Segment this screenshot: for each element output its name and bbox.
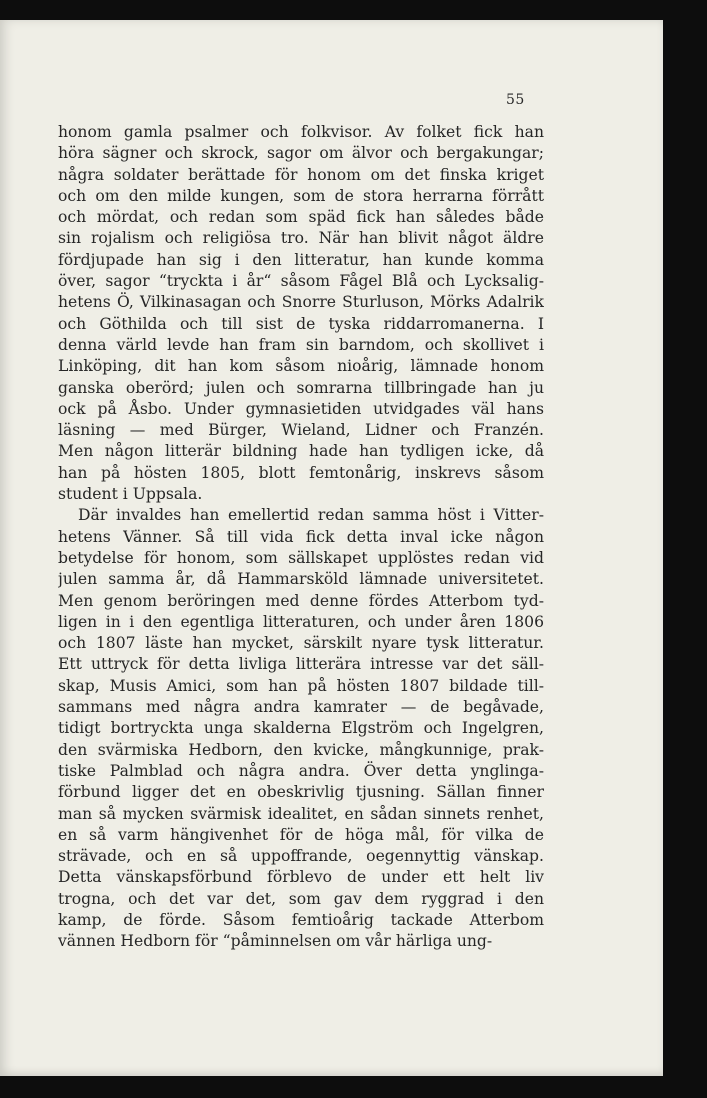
text-line: och 1807 läste han mycket, särskilt nyare tysk litteratur.	[58, 634, 544, 653]
text-line: ganska oberörd; julen och somrarna tillbringade han ju	[58, 378, 544, 397]
text-line: och mördat, och redan som späd fick han således både	[58, 208, 544, 227]
text-line: Men genom beröringen med denne fördes Atterbom tyd-	[58, 591, 544, 610]
text-line: och Göthilda och till sist de tyska riddarromanerna. I	[58, 314, 544, 333]
text-line: Detta vänskapsförbund förblevo de under ett helt liv	[58, 868, 544, 887]
text-line: fördjupade han sig i den litteratur, han kunde komma	[58, 250, 544, 269]
text-line: student i Uppsala.	[58, 485, 203, 504]
text-line: Där invaldes han emellertid redan samma höst i Vitter-	[78, 506, 544, 525]
text-line: några soldater berättade för honom om det finska kriget	[58, 165, 544, 184]
text-line: över, sagor “tryckta i år“ såsom Fågel Blå och Lycksalig-	[58, 272, 544, 291]
text-line: sammans med några andra kamrater — de begåvade,	[58, 698, 544, 717]
text-line: julen samma år, då Hammarsköld lämnade universitetet.	[58, 570, 544, 589]
text-line: Linköping, dit han kom såsom nioårig, lämnade honom	[58, 357, 544, 376]
book-page	[0, 20, 663, 1076]
text-line: han på hösten 1805, blott femtonårig, inskrevs såsom	[58, 463, 544, 482]
text-line: ock på Åsbo. Under gymnasietiden utvidgades väl hans	[58, 399, 544, 418]
text-line: honom gamla psalmer och folkvisor. Av folket fick han	[58, 123, 544, 141]
text-line: vännen Hedborn för “påminnelsen om vår härliga ung-	[58, 932, 493, 951]
text-line: och om den milde kungen, som de stora herrarna förrått	[58, 186, 544, 205]
page-number: 55	[506, 92, 525, 108]
text-line: Men någon litterär bildning hade han tydligen icke, då	[58, 442, 544, 461]
text-line: trogna, och det var det, som gav dem ryggrad i den	[58, 889, 544, 908]
text-line: tiske Palmblad och några andra. Över detta ynglinga-	[58, 761, 544, 780]
text-line: läsning — med Bürger, Wieland, Lidner och Franzén.	[58, 421, 544, 440]
text-line: tidigt bortryckta unga skalderna Elgström och Ingelgren,	[58, 719, 544, 738]
text-line: sin rojalism och religiösa tro. När han blivit något äldre	[58, 229, 544, 248]
text-line: strävade, och en så uppoffrande, oegennyttig vänskap.	[58, 847, 544, 866]
text-line: betydelse för honom, som sällskapet upplöstes redan vid	[58, 548, 544, 567]
text-line: Ett uttryck för detta livliga litterära intresse var det säll-	[58, 655, 544, 674]
text-line: man så mycken svärmisk idealitet, en sådan sinnets renhet,	[58, 804, 544, 823]
text-line: kamp, de förde. Såsom femtioårig tackade Atterbom	[58, 910, 544, 929]
text-line: höra sägner och skrock, sagor om älvor och bergakungar;	[58, 144, 544, 163]
text-line: förbund ligger det en obeskrivlig tjusning. Sällan finner	[58, 783, 544, 802]
text-line: hetens Vänner. Så till vida fick detta inval icke någon	[58, 527, 544, 546]
text-line: hetens Ö, Vilkinasagan och Snorre Sturluson, Mörks Adalrik	[58, 293, 544, 312]
text-line: en så varm hängivenhet för de höga mål, för vilka de	[58, 825, 544, 844]
text-line: den svärmiska Hedborn, den kvicke, mångkunnige, prak-	[58, 740, 544, 759]
text-line: ligen in i den egentliga litteraturen, och under åren 1806	[58, 612, 544, 631]
text-line: denna värld levde han fram sin barndom, och skollivet i	[58, 335, 544, 354]
text-line: skap, Musis Amici, som han på hösten 1807 bildade till-	[58, 676, 544, 695]
body-text	[58, 122, 544, 953]
